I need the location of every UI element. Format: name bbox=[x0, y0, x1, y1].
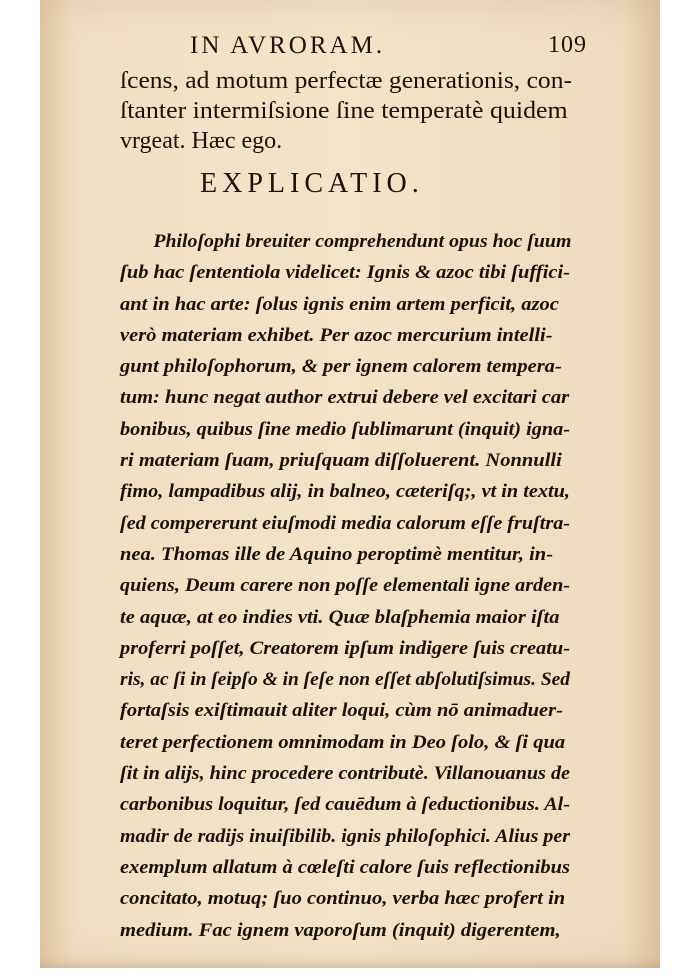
text-line: ſtanter intermiſsione ſine temperatè quidem bbox=[120, 98, 568, 124]
running-head: IN AVRORAM. bbox=[190, 32, 386, 59]
text-line: gunt philoſophorum, & per ignem calorem tempera- bbox=[120, 356, 562, 378]
text-line: te aquæ, at eo indies vti. Quæ blaſphemia maior iſta bbox=[120, 606, 560, 628]
text-line: ſcens, ad motum perfectæ generationis, con- bbox=[120, 68, 572, 94]
text-line: proferri poſſet, Creatorem ipſum indigere ſuis creatu- bbox=[120, 637, 570, 659]
section-heading: EXPLICATIO. bbox=[200, 168, 424, 199]
text-line: medium. Fac ignem vaporoſum (inquit) digerentem, bbox=[120, 919, 561, 941]
text-line: ri materiam ſuam, priuſquam diſſoluerent. Nonnulli bbox=[120, 450, 562, 472]
text-line: fimo, lampadibus alij, in balneo, cæteriſq;, vt in textu, bbox=[120, 481, 570, 503]
text-line: verò materiam exhibet. Per azoc mercurium intelli- bbox=[120, 324, 553, 346]
text-line: Philoſophi breuiter comprehendunt opus hoc ſuum bbox=[153, 231, 572, 252]
text-line: tum: hunc negat author extrui debere vel excitari car bbox=[120, 387, 570, 409]
text-line: madir de radijs inuiſibilib. ignis philoſophici. Alius per bbox=[120, 825, 570, 847]
text-line: nea. Thomas ille de Aquino peroptimè mentitur, in- bbox=[120, 543, 554, 565]
text-line: quiens, Deum carere non poſſe elementali igne arden- bbox=[120, 575, 570, 597]
text-line: bonibus, quibus ſine medio ſublimarunt (inquit) igna- bbox=[120, 418, 570, 440]
text-line: exemplum allatum à cœleſti calore ſuis reflectionibus bbox=[120, 856, 570, 878]
book-page bbox=[40, 0, 660, 968]
commentary-block bbox=[120, 226, 572, 946]
text-line: carbonibus loquitur, ſed cauēdum à ſeductionibus. Al- bbox=[120, 794, 570, 816]
main-text-block bbox=[120, 66, 572, 156]
text-line: ſed compererunt eiuſmodi media calorum eſſe fruſtra- bbox=[120, 512, 570, 534]
text-line: fortaſsis exiſtimauit aliter loqui, cùm nō animaduer- bbox=[120, 700, 563, 722]
text-line: ſub hac ſententiola videlicet: Ignis & azoc tibi ſuffici- bbox=[120, 262, 570, 284]
text-line: ris, ac ſi in ſeipſo & in ſeſe non eſſet abſolutiſsimus. Sed bbox=[120, 669, 570, 691]
text-line: ſit in alijs, hinc procedere contributè. Villanouanus de bbox=[120, 763, 570, 785]
text-line: concitato, motuq; ſuo continuo, verba hæc profert in bbox=[120, 888, 566, 910]
text-line: teret perfectionem omnimodam in Deo ſolo, & ſi qua bbox=[120, 731, 566, 753]
text-line: vrgeat. Hæc ego. bbox=[120, 128, 283, 154]
page-number: 109 bbox=[548, 32, 587, 58]
text-line: ant in hac arte: ſolus ignis enim artem perficit, azoc bbox=[120, 293, 559, 315]
